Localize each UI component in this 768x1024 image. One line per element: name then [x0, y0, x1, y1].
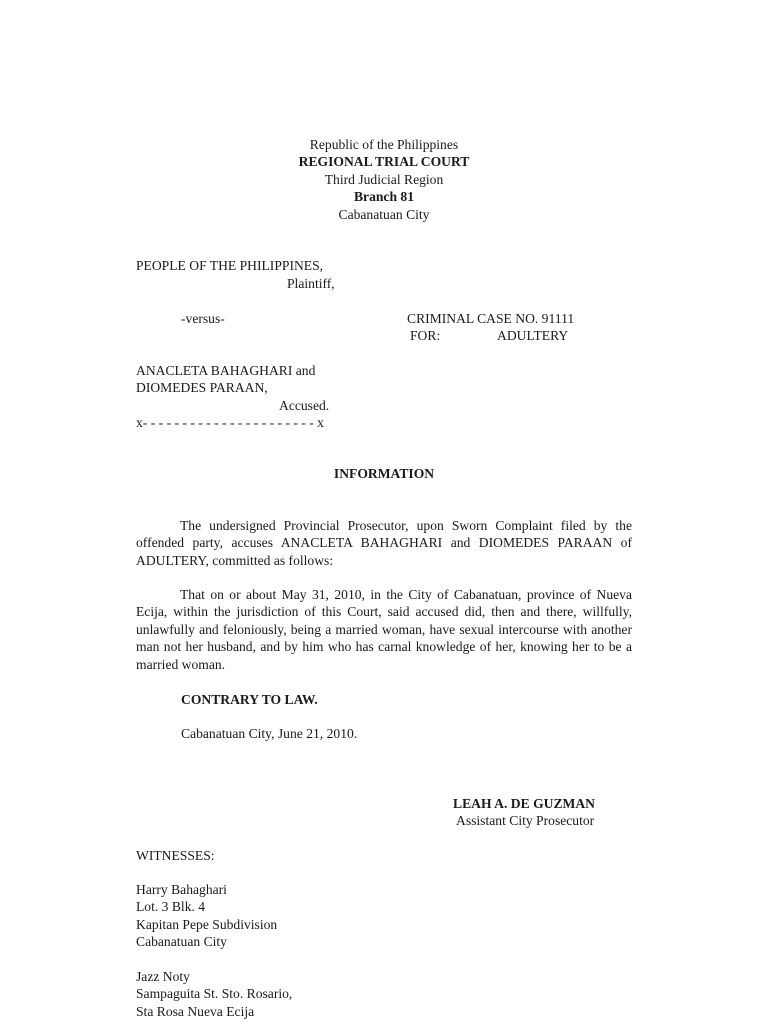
witness-2-name: Jazz Noty	[136, 969, 190, 984]
case-number: CRIMINAL CASE NO. 91111	[407, 311, 575, 326]
case-for-value: ADULTERY	[497, 328, 569, 343]
header-region: Third Judicial Region	[324, 172, 444, 187]
header-court: REGIONAL TRIAL COURT	[298, 154, 470, 169]
signatory-title: Assistant City Prosecutor	[456, 813, 595, 828]
header-branch: Branch 81	[353, 189, 415, 204]
witness-1	[136, 881, 277, 951]
body-paragraph-1: The undersigned Provincial Prosecutor, upon Sworn Complaint filed by the offended party, accuses ANACLETA BAHAGHARI and DIOMEDES PARAAN of ADULTERY, committed as follows:	[136, 518, 632, 568]
witness-1-name: Harry Bahaghari	[136, 882, 227, 897]
witness-1-address-line: Cabanatuan City	[136, 934, 227, 950]
accused-line-1: ANACLETA BAHAGHARI and	[136, 363, 316, 378]
witnesses-heading: WITNESSES:	[136, 848, 215, 863]
place-and-date: Cabanatuan City, June 21, 2010.	[181, 726, 358, 741]
plaintiff-role: Plaintiff,	[287, 276, 335, 291]
accused-role: Accused.	[279, 398, 330, 413]
body-paragraph-2-block	[136, 586, 632, 673]
witness-1-address-line: Kapitan Pepe Subdivision	[136, 916, 278, 932]
plaintiff-name: PEOPLE OF THE PHILIPPINES,	[136, 258, 324, 273]
case-for-label: FOR:	[410, 328, 441, 343]
signatory-name: LEAH A. DE GUZMAN	[453, 796, 595, 811]
caption-separator: x- - - - - - - - - - - - - - - - - - - - - - x	[136, 415, 324, 430]
witness-2-address-line: Sampaguita St. Sto. Rosario,	[136, 986, 293, 1002]
witness-2	[136, 968, 292, 1020]
body-paragraph-1-block	[136, 517, 632, 569]
contrary-to-law: CONTRARY TO LAW.	[181, 692, 318, 707]
witness-2-address-line: Sta Rosa Nueva Ecija	[136, 1003, 255, 1019]
header-republic: Republic of the Philippines	[309, 137, 459, 152]
body-paragraph-2: That on or about May 31, 2010, in the City of Cabanatuan, province of Nueva Ecija, within the jurisdiction of this Court, said accused did, then and there, willfully, unlawfully and feloniously, being a married woman, have sexual intercourse with another man not her husband, and by him who has carnal knowledge of her, knowing her to be a married woman.	[136, 587, 632, 672]
document-title: INFORMATION	[333, 466, 435, 481]
header-city: Cabanatuan City	[338, 207, 430, 222]
versus-label: -versus-	[181, 311, 225, 326]
accused-line-2: DIOMEDES PARAAN,	[136, 380, 268, 395]
witness-1-address-line: Lot. 3 Blk. 4	[136, 899, 206, 915]
